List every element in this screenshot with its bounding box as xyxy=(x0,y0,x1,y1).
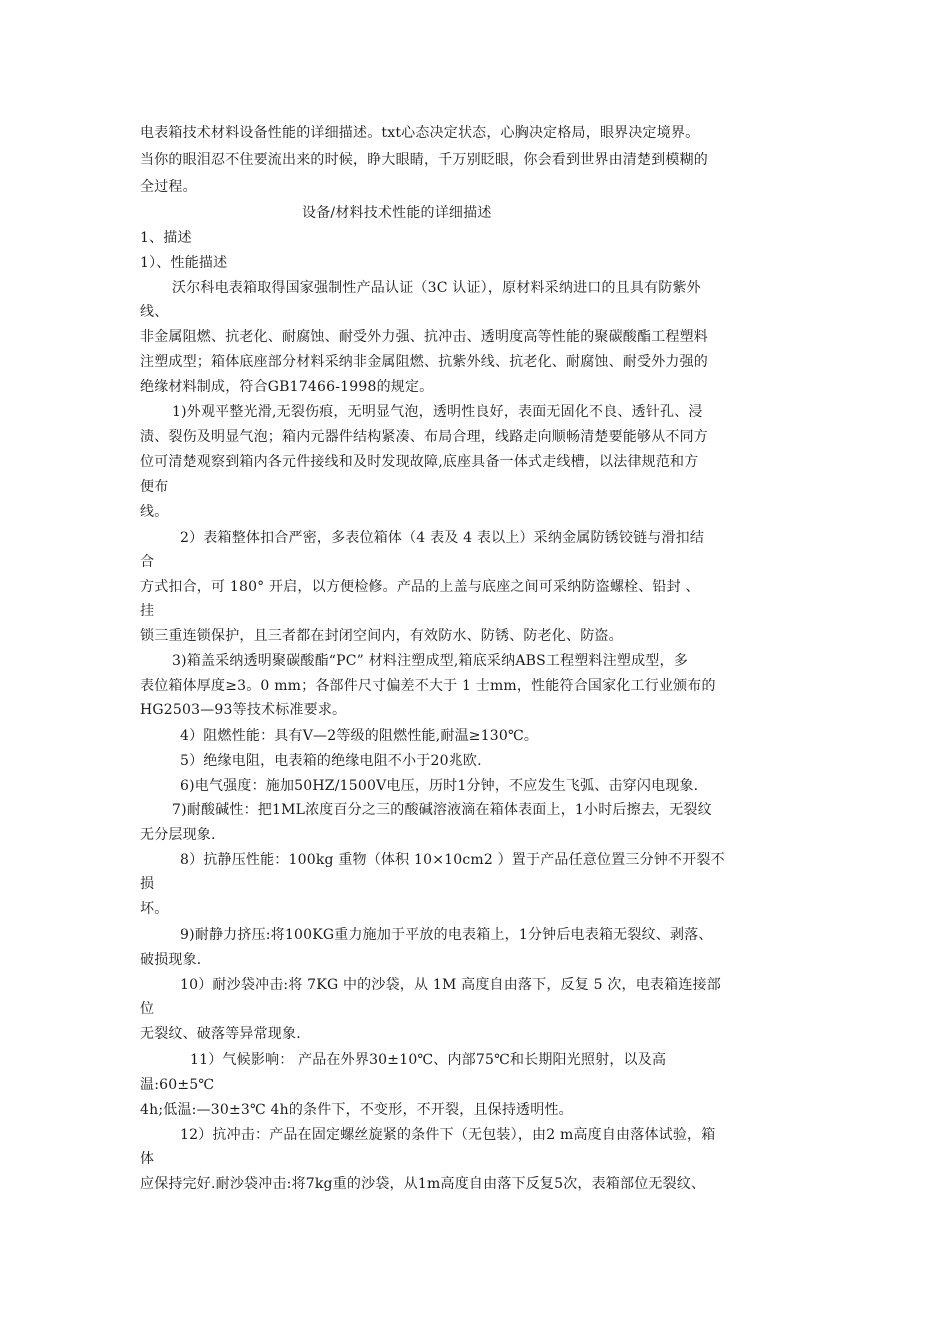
item-3-line: 表位箱体厚度≥3。0 mm；各部件尺寸偏差不大于 1 士mm，性能符合国家化工行业颁布的 xyxy=(140,678,716,694)
item-2-line: 锁三重连锁保护，且三者都在封闭空间内，有效防水、防锈、防老化、防盗。 xyxy=(140,628,623,644)
item-8-line: 8）抗静压性能：100kg 重物（体积 10×10cm2 ）置于产品任意位置三分钟不开裂不 xyxy=(180,852,725,868)
intro-line-2: 当你的眼泪忍不住要流出来的时候，睁大眼睛，千万别眨眼，你会看到世界由清楚到模糊的 xyxy=(140,152,708,168)
item-9-line: 9)耐静力挤压:将100KG重力施加于平放的电表箱上，1分钟后电表箱无裂纹、剥落、 xyxy=(180,927,713,943)
subsection-heading: 1）、性能描述 xyxy=(140,255,228,271)
item-6-line: 6)电气强度：施加50HZ/1500V电压，历时1分钟，不应发生飞弧、击穿闪电现象. xyxy=(180,778,699,794)
item-2-line: 方式扣合，可 180° 开启，以方便检修。产品的上盖与底座之间可采纳防盗螺栓、铅封 、 xyxy=(140,579,700,595)
item-1-line: 便布 xyxy=(140,479,169,495)
item-1-line: 渍、裂伤及明显气泡；箱内元器件结构紧凑、布局合理，线路走向顺畅清楚要能够从不同方 xyxy=(140,429,708,445)
item-7-line: 无分层现象. xyxy=(140,827,216,843)
item-11-line: 4h;低温:—30±3℃ 4h的条件下，不变形，不开裂，且保持透明性。 xyxy=(140,1102,573,1118)
item-1-line: 线。 xyxy=(140,504,169,520)
item-12-line: 体 xyxy=(140,1151,155,1167)
item-10-line: 位 xyxy=(140,1001,155,1017)
item-1-line: 1)外观平整光滑,无裂伤痕，无明显气泡，透明性良好，表面无固化不良、透针孔、浸 xyxy=(172,404,703,420)
paragraph-line: 注塑成型；箱体底座部分材料采纳非金属阻燃、抗紫外线、抗老化、耐腐蚀、耐受外力强的 xyxy=(140,354,708,370)
intro-line-1: 电表箱技术材料设备性能的详细描述。txt心态决定状态，心胸决定格局，眼界决定境界。 xyxy=(140,125,700,141)
item-7-line: 7)耐酸碱性：把1ML浓度百分之三的酸碱溶液滴在箱体表面上，1小时后擦去，无裂纹 xyxy=(172,802,712,818)
item-2-line: 2）表箱整体扣合严密，多表位箱体（4 表及 4 表以上）采纳金属防锈铰链与滑扣结 xyxy=(180,530,705,546)
item-2-line: 挂 xyxy=(140,603,155,619)
item-10-line: 10）耐沙袋冲击:将 7KG 中的沙袋，从 1M 高度自由落下，反复 5 次，电表箱连接部 xyxy=(180,977,721,993)
item-11-line: 11）气候影响： 产品在外界30±10℃、内部75℃和长期阳光照射，以及高 xyxy=(190,1052,667,1068)
item-11-line: 温:60±5℃ xyxy=(140,1077,215,1093)
paragraph-line: 非金属阻燃、抗老化、耐腐蚀、耐受外力强、抗冲击、透明度高等性能的聚碳酸酯工程塑料 xyxy=(140,329,708,345)
paragraph-line: 沃尔科电表箱取得国家强制性产品认证（3C 认证），原材料采纳进口的且具有防紫外 xyxy=(172,280,701,296)
item-3-line: HG2503—93等技术标准要求。 xyxy=(140,702,347,718)
item-12-line: 12）抗冲击：产品在固定螺丝旋紧的条件下（无包装），由2 m高度自由落体试验，箱 xyxy=(180,1127,716,1143)
document-title: 设备/材料技术性能的详细描述 xyxy=(302,205,492,221)
paragraph-line: 绝缘材料制成，符合GB17466-1998的规定。 xyxy=(140,379,434,395)
item-5-line: 5）绝缘电阻，电表箱的绝缘电阻不小于20兆欧. xyxy=(180,753,482,769)
item-1-line: 位可清楚观察到箱内各元件接线和及时发现故障,底座具备一体式走线槽，以法律规范和方 xyxy=(140,454,699,470)
intro-line-3: 全过程。 xyxy=(140,179,197,195)
section-heading: 1、描述 xyxy=(140,230,192,246)
item-10-line: 无裂纹、破落等异常现象. xyxy=(140,1026,301,1042)
paragraph-line: 线、 xyxy=(140,304,169,320)
item-3-line: 3)箱盖采纳透明聚碳酸酯“PC” 材料注塑成型,箱底采纳ABS工程塑料注塑成型，多 xyxy=(172,653,688,669)
item-8-line: 坏。 xyxy=(140,901,169,917)
item-12-line: 应保持完好.耐沙袋冲击:将7kg重的沙袋，从1m高度自由落下反复5次，表箱部位无裂纹、 xyxy=(140,1176,706,1192)
item-4-line: 4）阻燃性能：具有V—2等级的阻燃性能,耐温≥130℃。 xyxy=(180,728,539,744)
item-2-line: 合 xyxy=(140,554,155,570)
item-9-line: 破损现象. xyxy=(140,952,202,968)
item-8-line: 损 xyxy=(140,876,155,892)
